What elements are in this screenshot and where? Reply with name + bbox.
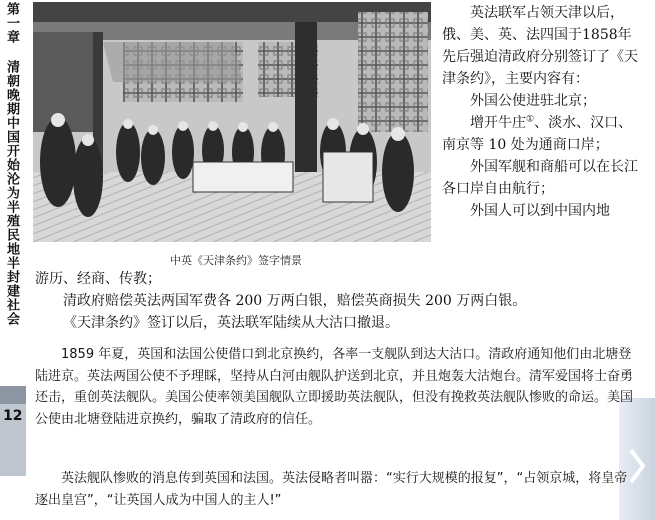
chapter-title: 第一章 清朝晚期中国开始沦为半殖民地半封建社会 [4,2,19,326]
treaty-term-4-start: 外国人可以到中国内地 [470,203,610,219]
treaty-term-2 [442,112,642,156]
treaty-term-2-end: 、淡水、汉口、南京等 10 处为通商口岸； [442,115,633,153]
page-number-tab [0,386,26,476]
treaty-terms-continued [35,268,635,334]
treaty-term-5: 清政府赔偿英法两国军费各 200 万两白银，赔偿英商损失 200 万两白银。 [63,293,527,309]
paragraph-1859: 1859 年夏，英国和法国公使借口到北京换约，各率一支舰队到达大沽口。清政府通知他们由北塘登陆进京。英法两国公使不予理睬，坚持从白河由舰队护送到北京，并且炮轰大沽炮台。清军爱国将士奋勇还击，重创英法舰队。美国公使率领美国舰队立即援助英法舰队，但没有挽救英法舰队惨败的命运。美国公使由北塘登陆进京换约，骗取了清政府的信任。 [35,347,634,427]
treaty-term-3: 外国军舰和商船可以在长江各口岸自由航行； [442,159,638,197]
treaty-term-1: 外国公使进驻北京； [470,93,596,109]
paragraph-retaliation: 英法舰队惨败的消息传到英国和法国。英法侵略者叫嚣：“实行大规模的报复”，“占领京城，将皇帝逐出皇宫”，“让英国人成为中国人的主人!” [35,471,628,508]
treaty-signing-illustration [33,2,431,242]
treaty-term-4-end: 游历、经商、传教； [35,271,161,287]
page-number: 12 [3,408,23,424]
footnote-marker: ① [526,114,535,125]
tab-stripe [0,386,26,404]
treaty-terms-column [442,2,642,222]
treaty-intro: 英法联军占领天津以后，俄、美、英、法四国于1858年先后强迫清政府分别签订了《天津条约》，主要内容有： [442,5,638,87]
treaty-term-2-start: 增开牛庄 [470,115,526,131]
figure-caption: 中英《天津条约》签字情景 [170,254,302,267]
treaty-aftermath: 《天津条约》签订以后，英法联军陆续从大沽口撤退。 [63,315,399,331]
